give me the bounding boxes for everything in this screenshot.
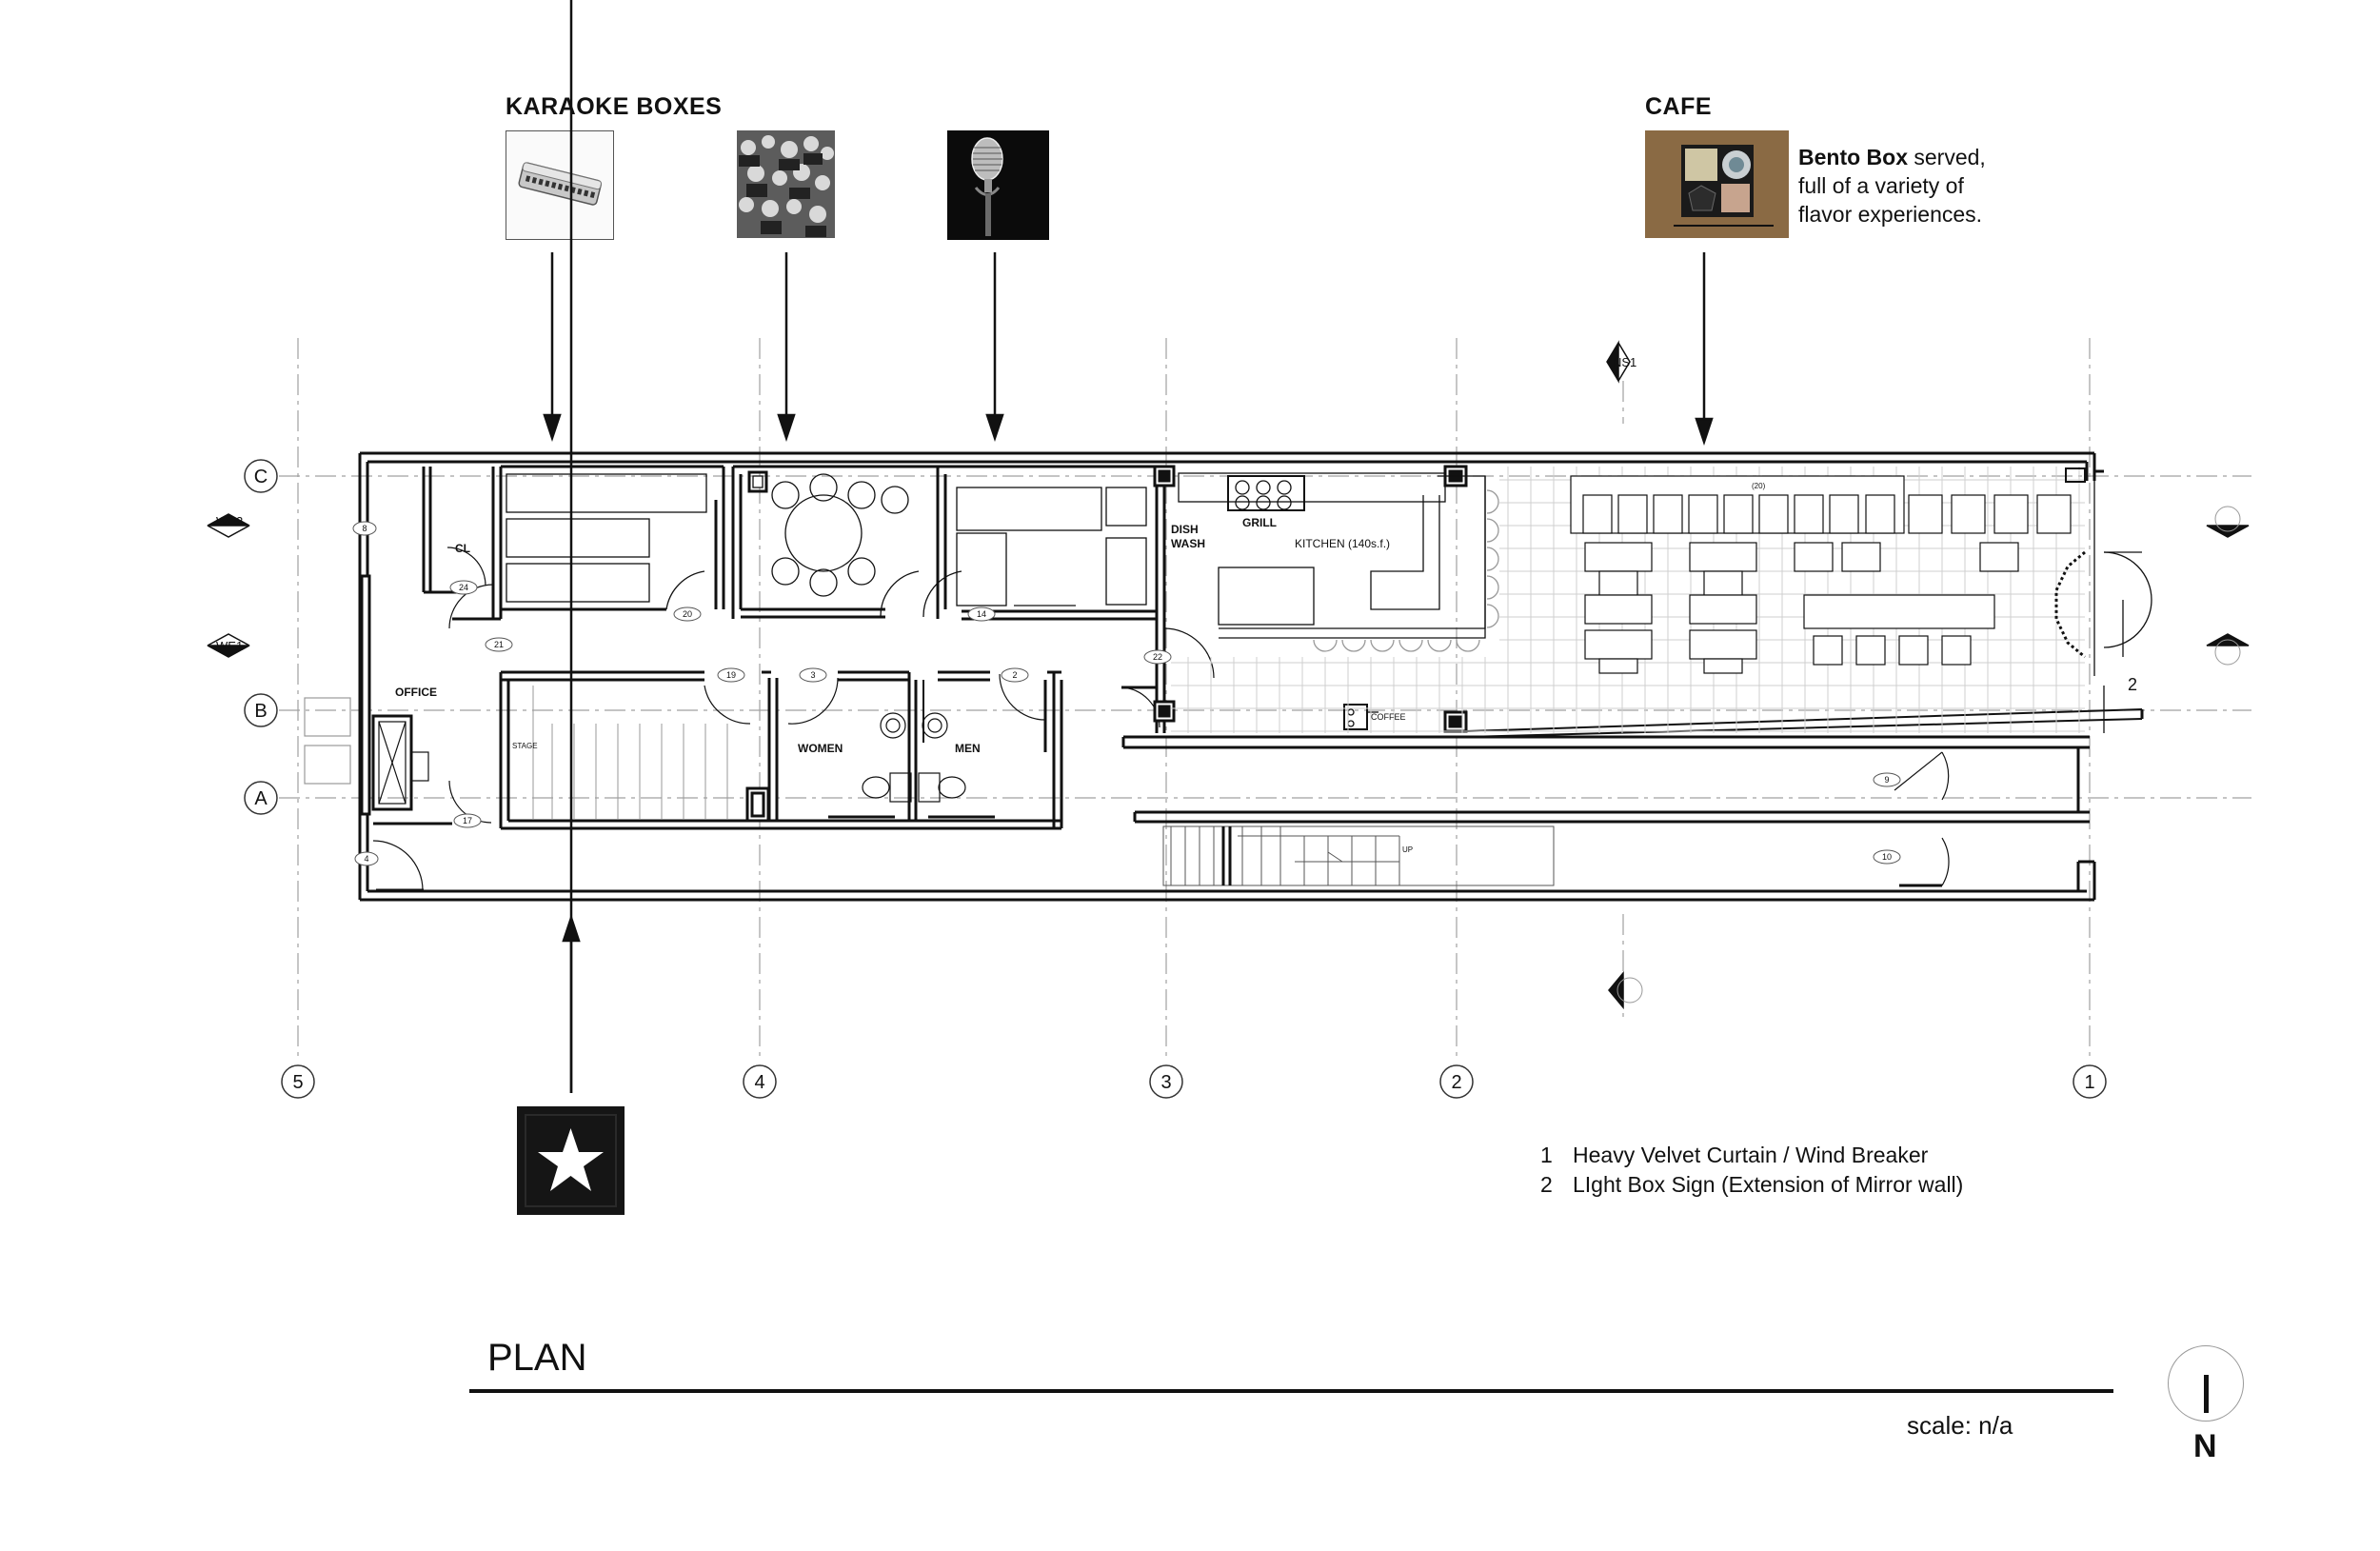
north-arrow-icon xyxy=(2204,1375,2209,1413)
plan-title: PLAN xyxy=(487,1337,587,1379)
karaoke-room-1 xyxy=(506,474,706,609)
corridor-doors xyxy=(1894,752,1949,885)
seat-count: (20) xyxy=(1752,482,1766,490)
grid-label-2: 2 xyxy=(1451,1072,1462,1093)
door-tag-8: 8 xyxy=(362,524,367,533)
door-tag-20: 20 xyxy=(682,609,693,619)
office-fixtures xyxy=(305,547,493,890)
grid-label-b: B xyxy=(254,701,268,722)
door-tag-24: 24 xyxy=(458,583,469,592)
grid-label-1: 1 xyxy=(2084,1072,2095,1093)
karaoke-room-3 xyxy=(923,467,1157,619)
door-tag-10: 10 xyxy=(1881,852,1893,862)
room-label-kitchen: KITCHEN (140s.f.) xyxy=(1295,537,1391,550)
legend-item xyxy=(1540,1170,1963,1200)
door-tag-2: 2 xyxy=(1012,670,1018,680)
grid-label-4: 4 xyxy=(754,1072,765,1093)
room-label-cl: CL xyxy=(455,542,470,555)
grid-label-c: C xyxy=(253,467,268,487)
caption-line3: flavor experiences. xyxy=(1798,202,1983,227)
karaoke-room-2 xyxy=(733,467,938,619)
stage-area xyxy=(533,686,750,819)
kitchen-tile-floor xyxy=(1171,657,1499,733)
section-we1: WE1 xyxy=(216,639,244,653)
cafe-heading: CAFE xyxy=(1645,93,1713,120)
legend xyxy=(1540,1141,1963,1200)
section-we2: WE2 xyxy=(216,514,244,528)
room-label-coffee: COFFEE xyxy=(1371,712,1406,722)
caption-line2: full of a variety of xyxy=(1798,173,1964,198)
legend-item xyxy=(1540,1141,1963,1170)
legend-number: 1 xyxy=(1540,1143,1553,1167)
legend-text: Heavy Velvet Curtain / Wind Breaker xyxy=(1573,1143,1929,1167)
room-label-men: MEN xyxy=(955,742,981,755)
scale-note: scale: n/a xyxy=(1907,1411,2013,1440)
door-tag-14: 14 xyxy=(976,609,987,619)
door-tag-17: 17 xyxy=(462,816,473,825)
room-label-office: OFFICE xyxy=(395,686,437,699)
room-label-grill: GRILL xyxy=(1242,516,1277,529)
door-tag-19: 19 xyxy=(725,670,737,680)
grid-label-a: A xyxy=(254,788,268,809)
room-label-stage: STAGE xyxy=(512,742,538,750)
legend-text: LIght Box Sign (Extension of Mirror wall) xyxy=(1573,1172,1964,1197)
door-tag-21: 21 xyxy=(493,640,505,649)
north-label: N xyxy=(2193,1428,2217,1464)
title-underline xyxy=(469,1389,2113,1393)
karaoke-boxes-heading: KARAOKE BOXES xyxy=(506,93,723,120)
door-tag-3: 3 xyxy=(810,670,816,680)
room-label-dish: DISH xyxy=(1171,523,1199,536)
grid-label-5: 5 xyxy=(292,1072,304,1093)
room-label-wash: WASH xyxy=(1171,537,1205,550)
room-label-up: UP xyxy=(1402,845,1414,854)
legend-number: 2 xyxy=(1540,1172,1553,1197)
bento-box-label: Bento Box xyxy=(1798,145,1908,169)
section-ns1: NS1 xyxy=(1613,355,1637,369)
door-tag-4: 4 xyxy=(364,854,369,864)
grid-label-3: 3 xyxy=(1160,1072,1172,1093)
callout-2: 2 xyxy=(2128,675,2138,694)
door-tag-9: 9 xyxy=(1884,775,1890,785)
door-tag-22: 22 xyxy=(1152,652,1163,662)
room-label-women: WOMEN xyxy=(798,742,843,755)
caption-line1: served, xyxy=(1908,145,1986,169)
stairs xyxy=(1163,826,1554,885)
